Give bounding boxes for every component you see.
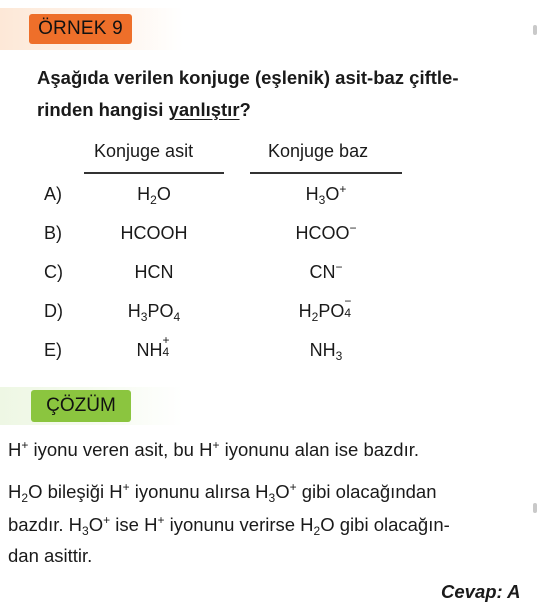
option-row-b xyxy=(0,223,537,253)
base-formula: $H_2PO$ − 4 xyxy=(298,294,352,324)
header-konjuge-asit: Konjuge asit xyxy=(94,141,194,161)
acid-formula: HCOOH xyxy=(120,223,188,243)
acid-formula: HCN xyxy=(134,262,174,282)
header-rule-base xyxy=(250,172,402,174)
option-letter: C) xyxy=(44,262,63,282)
header-rule-acid xyxy=(84,172,224,174)
option-letter: A) xyxy=(44,184,62,204)
base-formula: HCOO− xyxy=(295,221,357,243)
question-line-2 xyxy=(37,94,527,126)
page-edge-mark xyxy=(533,503,537,513)
base-formula: $NH_3$ xyxy=(309,340,343,363)
answer-text: Cevap: A xyxy=(441,581,521,602)
question-mark: ? xyxy=(239,99,251,120)
option-letter: E) xyxy=(44,340,62,360)
option-letter: B) xyxy=(44,223,62,243)
solution-paragraph-1: H+ iyonu veren asit, bu H+ iyonunu alan ise bazdır. xyxy=(8,438,420,460)
option-row-d xyxy=(0,294,537,331)
page-edge-mark xyxy=(533,25,537,35)
option-row-c xyxy=(0,262,537,292)
question-line-1: Aşağıda verilen konjuge (eşlenik) asit-baz çiftle- xyxy=(37,67,459,88)
base-formula: CN− xyxy=(309,260,343,282)
option-letter: D) xyxy=(44,301,63,321)
base-formula: $H_3O^+$ xyxy=(305,182,347,207)
solution-label: ÇÖZÜM xyxy=(31,390,131,422)
question-emphasis: yanlıştır xyxy=(168,99,240,120)
option-row-e xyxy=(0,333,537,370)
solution-paragraph-2-line-3: dan asittir. xyxy=(8,545,93,566)
acid-formula: $H_2O$ xyxy=(137,184,171,207)
acid-formula: NH + 4 xyxy=(136,333,170,360)
solution-paragraph-2-line-2: bazdır. $H_3O^+$ ise H+ iyonunu verirse $H_2O$ gibi olacağın- xyxy=(8,513,450,538)
solution-paragraph-2-line-1: $H_2O$ bileşiği H+ iyonunu alırsa $H_3O^+$ gibi olacağından xyxy=(8,480,437,505)
question-line-2-pre: rinden hangisi xyxy=(37,99,169,120)
option-row-a xyxy=(0,184,537,214)
header-konjuge-baz: Konjuge baz xyxy=(268,141,369,161)
question-text xyxy=(37,62,527,126)
acid-formula: $H_3PO_4$ xyxy=(127,301,181,324)
example-label: ÖRNEK 9 xyxy=(29,14,132,44)
